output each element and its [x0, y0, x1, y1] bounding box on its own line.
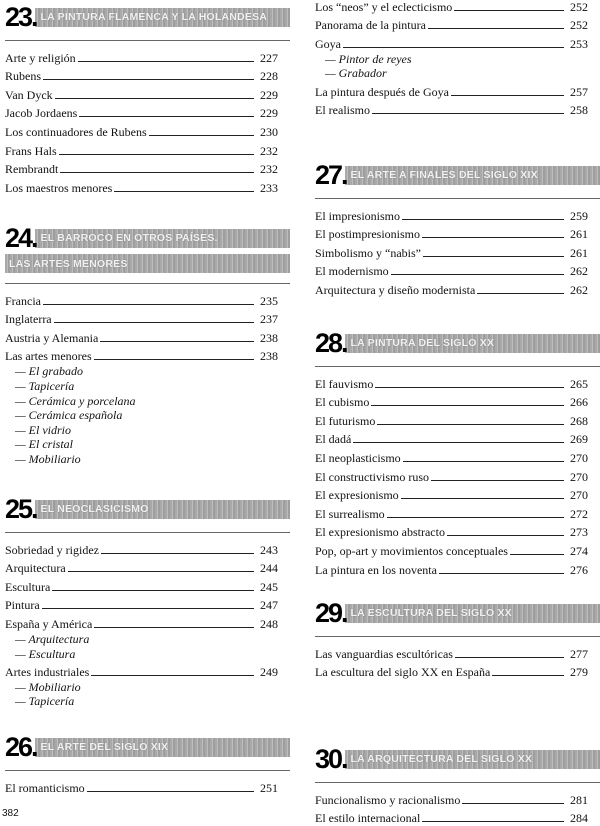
- chapter-number: 23.: [5, 2, 37, 32]
- toc-entry[interactable]: [5, 47, 290, 66]
- entry-title: El futurismo: [315, 413, 376, 428]
- entry-title: Las artes menores: [5, 349, 92, 364]
- toc-entry[interactable]: [5, 177, 290, 196]
- chapter-header: [5, 734, 290, 760]
- toc-entry[interactable]: [5, 66, 290, 85]
- leader-line: [403, 461, 564, 462]
- entry-title: El realismo: [315, 103, 370, 118]
- entry-title: Pop, op-art y movimientos conceptuales: [315, 543, 508, 558]
- entry-title: Escultura: [5, 579, 51, 594]
- toc-subentry: — El vidrio: [15, 422, 71, 437]
- entry-page: 253: [570, 36, 588, 51]
- chapter-header: [315, 600, 600, 626]
- entry-title: Artes industriales: [5, 664, 90, 679]
- entry-page: 276: [570, 562, 588, 577]
- toc-entry[interactable]: [5, 290, 290, 309]
- chapter-number: 28.: [315, 328, 347, 358]
- chapter-header: [315, 746, 600, 772]
- entry-page: 230: [260, 124, 278, 139]
- entry-title: Goya: [315, 36, 341, 51]
- chapter-title: EL ARTE DEL SIGLO XIX: [40, 741, 169, 753]
- chapter-30: [315, 746, 600, 826]
- leader-line: [439, 573, 564, 574]
- toc-entry[interactable]: [315, 0, 600, 15]
- section-rule: [315, 366, 600, 367]
- section-rule: [5, 283, 290, 284]
- entry-page: 235: [260, 293, 278, 308]
- entry-title: El expresionismo abstracto: [315, 525, 445, 540]
- entry-page: 251: [260, 780, 278, 795]
- leader-line: [510, 554, 564, 555]
- section-rule: [5, 770, 290, 771]
- entry-page: 227: [260, 50, 278, 65]
- toc-entry[interactable]: [315, 466, 600, 485]
- leader-line: [79, 116, 254, 117]
- leader-line: [447, 535, 564, 536]
- entry-title: Los “neos” y el eclecticismo: [315, 0, 453, 14]
- toc-entry[interactable]: [315, 33, 600, 52]
- entry-page: 238: [260, 349, 278, 364]
- chapter-23: [5, 4, 290, 196]
- entry-title: El constructivismo ruso: [315, 469, 429, 484]
- toc-entry[interactable]: [5, 121, 290, 140]
- toc-subentry: — Escultura: [15, 646, 76, 661]
- chapter-title: LA PINTURA FLAMENCA Y LA HOLANDESA: [40, 11, 268, 23]
- chapter-25: [5, 496, 290, 709]
- toc-entry[interactable]: [315, 81, 600, 100]
- chapter-29: [315, 600, 600, 680]
- leader-line: [431, 480, 564, 481]
- toc-entry[interactable]: [315, 503, 600, 522]
- toc-entry[interactable]: [5, 327, 290, 346]
- entry-title: Las vanguardias escultóricas: [315, 646, 453, 661]
- leader-line: [353, 442, 564, 443]
- chapter-header: [315, 162, 600, 188]
- entry-page: 232: [260, 143, 278, 158]
- toc-entry[interactable]: [315, 261, 600, 280]
- entry-title: Rembrandt: [5, 162, 59, 177]
- leader-line: [462, 803, 564, 804]
- entry-page: 279: [570, 665, 588, 680]
- leader-line: [94, 627, 254, 628]
- leader-line: [377, 424, 564, 425]
- entry-page: 272: [570, 506, 588, 521]
- leader-line: [372, 113, 564, 114]
- entry-title: Funcionalismo y racionalismo: [315, 792, 461, 807]
- toc-entry[interactable]: [5, 346, 290, 365]
- chapter-26: [5, 734, 290, 796]
- toc-entry[interactable]: [5, 595, 290, 614]
- toc-entry[interactable]: [315, 662, 600, 681]
- leader-line: [60, 172, 254, 173]
- entry-page: 269: [570, 432, 588, 447]
- entry-page: 261: [570, 245, 588, 260]
- entry-title: Frans Hals: [5, 143, 57, 158]
- entry-title: La pintura después de Goya: [315, 84, 449, 99]
- toc-entry[interactable]: [5, 777, 290, 796]
- entry-title: España y América: [5, 616, 93, 631]
- entry-page: 259: [570, 208, 588, 223]
- toc-subentry: — Pintor de reyes: [325, 51, 412, 66]
- chapter-number: 26.: [5, 732, 37, 762]
- entry-page: 248: [260, 616, 278, 631]
- toc-entry[interactable]: [315, 447, 600, 466]
- toc-subentry: — Grabador: [325, 66, 387, 81]
- chapter-title: LA ARQUITECTURA DEL SIGLO XX: [350, 753, 533, 765]
- entry-title: Arquitectura: [5, 561, 66, 576]
- entry-page: 252: [570, 0, 588, 14]
- toc-entry[interactable]: [315, 522, 600, 541]
- toc-entry[interactable]: [315, 789, 600, 808]
- toc-entry[interactable]: [315, 242, 600, 261]
- entry-title: El romanticismo: [5, 780, 85, 795]
- chapter-header: [5, 225, 290, 251]
- entry-page: 229: [260, 87, 278, 102]
- entry-title: Van Dyck: [5, 87, 53, 102]
- toc-subentry: — Cerámica española: [15, 408, 123, 423]
- leader-line: [492, 675, 564, 676]
- entry-title: Sobriedad y rigidez: [5, 542, 99, 557]
- entry-page: 243: [260, 542, 278, 557]
- leader-line: [454, 10, 564, 11]
- toc-entry[interactable]: [315, 15, 600, 34]
- entry-page: 238: [260, 330, 278, 345]
- toc-entry[interactable]: [5, 661, 290, 680]
- entry-title: Jacob Jordaens: [5, 106, 78, 121]
- leader-line: [114, 191, 254, 192]
- entry-page: 258: [570, 103, 588, 118]
- chapter-title: EL BARROCO EN OTROS PAÍSES.: [40, 232, 218, 244]
- entry-page: 273: [570, 525, 588, 540]
- chapter-number: 30.: [315, 744, 347, 774]
- entry-title: La escultura del siglo XX en España: [315, 665, 491, 680]
- section-rule: [315, 198, 600, 199]
- leader-line: [43, 79, 254, 80]
- toc-entry[interactable]: [5, 103, 290, 122]
- leader-line: [401, 498, 564, 499]
- leader-line: [52, 590, 254, 591]
- toc-subentry: — El cristal: [15, 437, 74, 452]
- leader-line: [100, 341, 254, 342]
- chapter-number: 25.: [5, 494, 37, 524]
- toc-entry[interactable]: [5, 84, 290, 103]
- toc-entry[interactable]: [5, 558, 290, 577]
- leader-line: [423, 256, 564, 257]
- entry-title: Arquitectura y diseño modernista: [315, 282, 476, 297]
- leader-line: [87, 791, 254, 792]
- entry-page: 265: [570, 376, 588, 391]
- entry-page: 233: [260, 180, 278, 195]
- entry-title: El dadá: [315, 432, 352, 447]
- chapter-title: LA PINTURA DEL SIGLO XX: [350, 337, 495, 349]
- section-rule: [5, 532, 290, 533]
- leader-line: [387, 517, 564, 518]
- entry-page: 244: [260, 561, 278, 576]
- leader-line: [43, 304, 254, 305]
- entry-title: El impresionismo: [315, 208, 400, 223]
- chapter-title: EL ARTE A FINALES DEL SIGLO XIX: [350, 169, 538, 181]
- leader-line: [42, 608, 254, 609]
- leader-line: [402, 219, 564, 220]
- chapter-27: [315, 162, 600, 298]
- chapter-28: [315, 330, 600, 578]
- entry-title: Pintura: [5, 598, 40, 613]
- chapter-number: 29.: [315, 598, 347, 628]
- toc-entry[interactable]: [315, 559, 600, 578]
- leader-line: [59, 154, 254, 155]
- chapter-24: [5, 225, 290, 467]
- chapter-title: EL NEOCLASICISMO: [40, 503, 149, 515]
- toc-entry[interactable]: [315, 429, 600, 448]
- chapter-26-continued: [315, 0, 600, 118]
- entry-title: El cubismo: [315, 395, 370, 410]
- entry-title: El fauvismo: [315, 376, 374, 391]
- leader-line: [391, 274, 564, 275]
- entry-page: 270: [570, 469, 588, 484]
- entry-title: Arte y religión: [5, 50, 76, 65]
- toc-entry[interactable]: [315, 410, 600, 429]
- entry-title: Francia: [5, 293, 41, 308]
- entry-title: El neoplasticismo: [315, 450, 401, 465]
- toc-entry[interactable]: [315, 485, 600, 504]
- chapter-number: 24.: [5, 223, 37, 253]
- toc-subentry: — Tapicería: [15, 694, 75, 709]
- chapter-title: LA ESCULTURA DEL SIGLO XX: [350, 607, 512, 619]
- leader-line: [343, 47, 564, 48]
- entry-title: El surrealismo: [315, 506, 385, 521]
- entry-title: Simbolismo y “nabis”: [315, 245, 421, 260]
- entry-page: 270: [570, 488, 588, 503]
- toc-entry[interactable]: [315, 279, 600, 298]
- page-number: 382: [2, 808, 19, 819]
- toc-entry[interactable]: [315, 808, 600, 826]
- entry-title: Panorama de la pintura: [315, 18, 426, 33]
- toc-subentry: — Cerámica y porcelana: [15, 393, 136, 408]
- leader-line: [101, 553, 254, 554]
- toc-entry[interactable]: [315, 205, 600, 224]
- toc-entry[interactable]: [5, 140, 290, 159]
- entry-page: 261: [570, 227, 588, 242]
- leader-line: [428, 28, 564, 29]
- entry-page: 247: [260, 598, 278, 613]
- toc-entry[interactable]: [5, 539, 290, 558]
- toc-entry[interactable]: [5, 576, 290, 595]
- entry-page: 228: [260, 69, 278, 84]
- toc-subentry: — Tapicería: [15, 378, 75, 393]
- entry-title: La pintura en los noventa: [315, 562, 437, 577]
- chapter-header: [5, 4, 290, 30]
- leader-line: [78, 61, 254, 62]
- entry-page: 274: [570, 543, 588, 558]
- entry-page: 245: [260, 579, 278, 594]
- leader-line: [54, 322, 254, 323]
- entry-title: El modernismo: [315, 264, 389, 279]
- entry-page: 249: [260, 664, 278, 679]
- toc-entry[interactable]: [5, 159, 290, 178]
- leader-line: [451, 95, 564, 96]
- toc-entry[interactable]: [5, 613, 290, 632]
- leader-line: [91, 675, 254, 676]
- entry-title: Austria y Alemania: [5, 330, 99, 345]
- leader-line: [455, 657, 564, 658]
- leader-line: [149, 135, 254, 136]
- leader-line: [68, 571, 254, 572]
- toc-entry[interactable]: [315, 100, 600, 119]
- entry-page: 262: [570, 282, 588, 297]
- toc-subentry: — El grabado: [15, 364, 84, 379]
- entry-page: 270: [570, 450, 588, 465]
- toc-subentry: — Mobiliario: [15, 451, 81, 466]
- section-rule: [315, 636, 600, 637]
- toc-entry[interactable]: [315, 224, 600, 243]
- toc-entry[interactable]: [315, 643, 600, 662]
- entry-page: 252: [570, 18, 588, 33]
- entry-title: Los maestros menores: [5, 180, 113, 195]
- chapter-header: [5, 496, 290, 522]
- entry-page: 281: [570, 792, 588, 807]
- entry-title: El expresionismo: [315, 488, 399, 503]
- chapter-header: [315, 330, 600, 356]
- section-rule: [5, 40, 290, 41]
- leader-line: [375, 387, 564, 388]
- leader-line: [55, 98, 254, 99]
- entry-title: El estilo internacional: [315, 811, 421, 826]
- entry-page: 277: [570, 646, 588, 661]
- entry-page: 237: [260, 312, 278, 327]
- toc-entry[interactable]: [315, 373, 600, 392]
- leader-line: [94, 359, 254, 360]
- chapter-subtitle-bar: [5, 254, 290, 273]
- entry-title: Rubens: [5, 69, 41, 84]
- toc-entry[interactable]: [315, 392, 600, 411]
- entry-page: 229: [260, 106, 278, 121]
- leader-line: [371, 405, 564, 406]
- chapter-number: 27.: [315, 160, 347, 190]
- entry-page: 262: [570, 264, 588, 279]
- entry-title: Inglaterra: [5, 312, 52, 327]
- entry-title: El postimpresionismo: [315, 227, 420, 242]
- entry-page: 232: [260, 162, 278, 177]
- entry-page: 284: [570, 811, 588, 826]
- entry-page: 268: [570, 413, 588, 428]
- entry-page: 266: [570, 395, 588, 410]
- toc-subentry: — Arquitectura: [15, 631, 90, 646]
- entry-title: Los continuadores de Rubens: [5, 124, 147, 139]
- toc-subentry: — Mobiliario: [15, 679, 81, 694]
- toc-entry[interactable]: [315, 540, 600, 559]
- toc-entry[interactable]: [5, 309, 290, 328]
- chapter-subtitle: LAS ARTES MENORES: [9, 257, 128, 270]
- entry-page: 257: [570, 84, 588, 99]
- section-rule: [315, 782, 600, 783]
- leader-line: [477, 293, 564, 294]
- leader-line: [422, 237, 564, 238]
